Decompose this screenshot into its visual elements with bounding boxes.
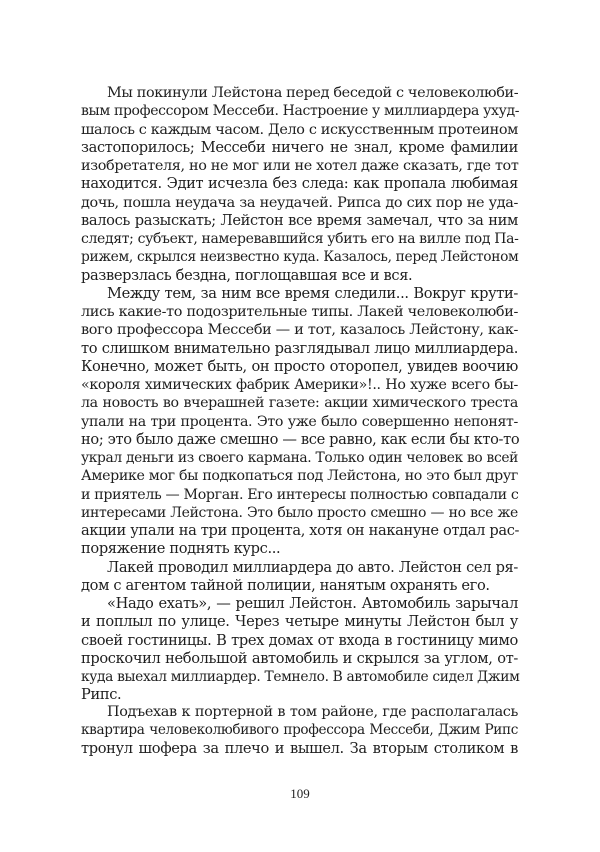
text-line: Между тем, за ним все время следили... Вокруг крути- bbox=[107, 284, 518, 302]
text-line: то слишком внимательно разглядывал лицо миллиардера. bbox=[81, 339, 518, 357]
text-line: Мы покинули Лейстона перед беседой с человеколюби- bbox=[107, 85, 519, 101]
text-line: шалось с каждым часом. Дело с искусственным протеином bbox=[81, 121, 518, 138]
text-line: Америке мог бы подкопаться под Лейстона, но это был друг bbox=[81, 468, 518, 485]
text-line: вого профессора Мессеби — и тот, казалось Лейстону, как- bbox=[81, 322, 518, 339]
text-line: следят; субъект, намеревавшийся убить его на вилле под Па- bbox=[81, 231, 519, 247]
text-line: украл деньги из своего кармана. Только один человек во всей bbox=[81, 450, 518, 466]
text-line: дочь, пошла неудача за неудачей. Рипса до сих пор не уда- bbox=[81, 194, 518, 211]
text-line: квартира человеколюбивого профессора Мессеби, Джим Рипс bbox=[81, 722, 518, 739]
text-line: ла новость во вчерашней газете: акции химического треста bbox=[81, 395, 518, 412]
text-line: валось разыскать; Лейстон все время замечал, что за ним bbox=[81, 211, 518, 229]
text-line: дом с агентом тайной полиции, нанятым охранять его. bbox=[81, 576, 490, 594]
text-line: своей гостиницы. В трех домах от входа в гостиницу мимо bbox=[81, 631, 518, 649]
text-section-1 bbox=[81, 84, 518, 705]
text-line: проскочил небольшой автомобиль и скрылся за углом, от- bbox=[81, 649, 518, 667]
text-line: разверзлась бездна, поглощавшая все и вся. bbox=[81, 266, 413, 284]
text-line: тронул шофера за плечо и вышел. За вторым столиком в bbox=[81, 739, 518, 757]
text-line: Рипс. bbox=[81, 686, 122, 704]
text-line: Подъехав к портерной в том районе, где располагалась bbox=[107, 704, 518, 720]
text-line: интересами Лейстона. Это было просто смешно — но все же bbox=[81, 504, 518, 521]
text-line: находится. Эдит исчезла без следа: как пропала любимая bbox=[81, 175, 518, 193]
text-line: но; это было даже смешно — все равно, как если бы кто-то bbox=[81, 430, 520, 448]
page-number: 109 bbox=[290, 786, 310, 801]
text-line: куда выехал миллиардер. Темнело. В автомобиле сидел Джим bbox=[81, 669, 520, 685]
text-line: вым профессором Мессеби. Настроение у миллиардера ухуд- bbox=[81, 103, 520, 120]
text-line: поряжение поднять курс... bbox=[81, 540, 281, 558]
text-line: «Надо ехать», — решил Лейстон. Автомобиль зарычал bbox=[107, 595, 518, 612]
text-line: рижем, скрылся неизвестно куда. Казалось, перед Лейстоном bbox=[81, 249, 519, 266]
text-line: упали на три процента. Это уже было совершенно непонят- bbox=[81, 413, 518, 430]
text-line: застопорилось; Мессеби ничего не знал, кроме фамилии bbox=[81, 138, 518, 156]
text-line: лись какие-то подозрительные типы. Лакей человеколюби- bbox=[81, 304, 518, 320]
text-line: Лакей проводил миллиардера до авто. Лейстон сел ря- bbox=[107, 558, 518, 576]
text-line: акции упали на три процента, хотя он накануне отдал рас- bbox=[81, 522, 520, 539]
text-section-2 bbox=[81, 703, 518, 758]
text-line: изобретателя, но не мог или не хотел даже сказать, где тот bbox=[81, 158, 519, 174]
text-line: и поплыл по улице. Через четыре минуты Лейстон был у bbox=[81, 613, 518, 631]
text-line: «короля химических фабрик Америки»!.. Но хуже всего бы- bbox=[81, 377, 518, 393]
text-line: и приятель — Морган. Его интересы полностью совпадали с bbox=[81, 486, 519, 503]
text-line: Конечно, может быть, он просто оторопел, увидев воочию bbox=[81, 357, 518, 375]
